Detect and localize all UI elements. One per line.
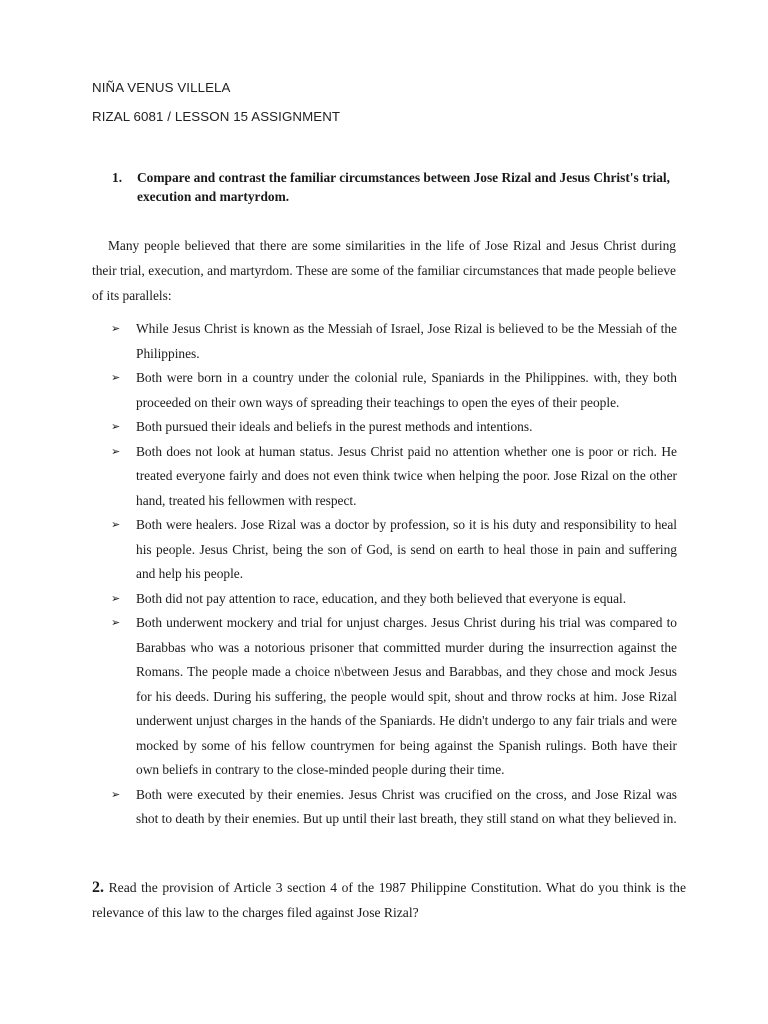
bullet-list: [111, 317, 677, 832]
list-item: [111, 440, 677, 514]
question-2-number: 2.: [92, 879, 104, 896]
question-1-text: Compare and contrast the familiar circumstances between Jose Rizal and Jesus Christ's trial, execution and martyrdom.: [137, 170, 670, 204]
arrow-bullet-icon: ➢: [111, 420, 121, 433]
intro-text: Many people believed that there are some similarities in the life of Jose Rizal and Jesus Christ during their trial, execution, and martyrdom. These are some of the familiar circumstances that made people believe of its parallels:: [92, 238, 676, 303]
arrow-bullet-icon: ➢: [111, 591, 121, 605]
list-item: [111, 513, 677, 587]
arrow-bullet-icon: ➢: [111, 322, 121, 335]
list-item: [111, 587, 677, 612]
list-item-text: Both does not look at human status. Jesus Christ paid no attention whether one is poor or rich. He treated everyone fairly and does not even think twice when helping the poor. Jose Rizal on the other hand, treated his fellowmen with respect.: [136, 443, 677, 508]
intro-paragraph: [92, 233, 676, 308]
arrow-bullet-icon: ➢: [111, 616, 121, 629]
list-item-text: Both were executed by their enemies. Jesus Christ was crucified on the cross, and Jose Rizal was shot to death by their enemies. But up until their last breath, they still stand on what they believed in.: [136, 786, 677, 826]
list-item: [111, 317, 677, 366]
student-name: NIÑA VENUS VILLELA: [92, 80, 231, 95]
list-item: [111, 415, 677, 440]
arrow-bullet-icon: ➢: [111, 787, 121, 801]
list-item-text: Both were healers. Jose Rizal was a doctor by profession, so it is his duty and responsibility to heal his people. Jesus Christ, being the son of God, is send on earth to heal those in pain and suffering and help his people.: [136, 517, 677, 581]
course-title: RIZAL 6081 / LESSON 15 ASSIGNMENT: [92, 109, 341, 124]
question-2-text: Read the provision of Article 3 section 4 of the 1987 Philippine Constitution. What do you think is the relevance of this law to the charges filed against Jose Rizal?: [92, 880, 686, 920]
list-item: [111, 366, 677, 415]
question-1: [112, 168, 672, 206]
question-1-number: 1.: [112, 170, 123, 185]
list-item-text: Both underwent mockery and trial for unjust charges. Jesus Christ during his trial was compared to Barabbas who was a notorious prisoner that committed murder during the insurrection against the Romans. The people made a choice n\between Jesus and Barabbas, and they chose and mock Jesus for his deeds. During his suffering, the people would spit, shout and throw rocks at him. Jose Rizal underwent unjust charges in the hands of the Spaniards. He didn't undergo to any fair trials and were mocked by some of his fellow countrymen for being against the Spanish rulings. Both have their own beliefs in contrary to the close-minded people during their time.: [136, 615, 677, 777]
list-item: [111, 783, 677, 832]
list-item-text: Both pursued their ideals and beliefs in the purest methods and intentions.: [136, 419, 533, 434]
arrow-bullet-icon: ➢: [111, 444, 121, 458]
arrow-bullet-icon: ➢: [111, 518, 121, 531]
arrow-bullet-icon: ➢: [111, 371, 121, 384]
list-item-text: While Jesus Christ is known as the Messiah of Israel, Jose Rizal is believed to be the Messiah of the Philippines.: [136, 321, 677, 361]
list-item-text: Both did not pay attention to race, education, and they both believed that everyone is equal.: [136, 590, 627, 606]
question-2: [92, 875, 686, 925]
list-item-text: Both were born in a country under the colonial rule, Spaniards in the Philippines. with, they both proceeded on their own ways of spreading their teachings to open the eyes of their people.: [136, 370, 677, 410]
list-item: [111, 611, 677, 783]
